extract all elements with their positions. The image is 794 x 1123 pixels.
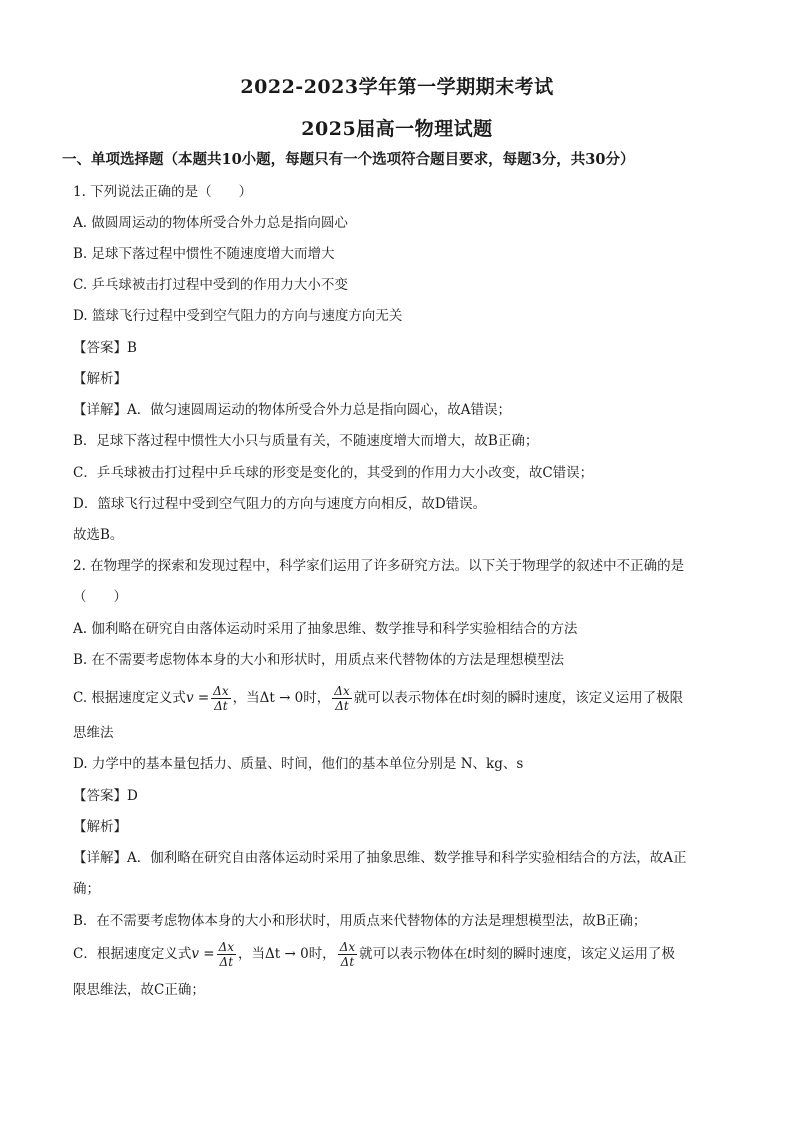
fraction-denominator: Δt [340, 955, 355, 969]
q2-option-c-mid2: 时， [303, 690, 331, 706]
q1-detail-d: D．篮球飞行过程中受到空气阻力的方向与速度方向相反，故D错误。 [73, 496, 487, 512]
section-heading: 一、单项选择题（本题共10小题，每题只有一个选项符合题目要求，每题3分，共30分） [62, 151, 635, 168]
limit-expression: Δt → 0 [259, 690, 304, 706]
q2-detail-a: 【详解】A．伽利略在研究自由落体运动时采用了抽象思维、数学推导和科学实验相结合的方法，故A正 [73, 850, 687, 866]
q1-detail-c: C．乒乓球被击打过程中乒乓球的形变是变化的，其受到的作用力大小改变，故C错误； [73, 465, 594, 481]
q2-option-c-post: 就可以表示物体在 [353, 690, 462, 706]
q1-option-d: D. 篮球飞行过程中受到空气阻力的方向与速度方向无关 [73, 308, 403, 324]
q2-detail-c-post2: 时刻的瞬时速度，该定义运用了极 [472, 946, 676, 962]
q1-option-a: A. 做圆周运动的物体所受合外力总是指向圆心 [73, 215, 348, 231]
fraction-numerator: Δx [339, 940, 356, 954]
fraction-denominator: Δt [335, 699, 349, 713]
limit-expression: Δt → 0 [265, 946, 309, 962]
q2-stem-brackets: （ ） [73, 589, 127, 605]
q2-option-c-post2: 时刻的瞬时速度，该定义运用了极限 [467, 690, 684, 706]
fraction-numerator: Δx [334, 684, 350, 698]
delta-x-over-delta-t-2 [332, 684, 351, 713]
delta-x-over-delta-t-4 [338, 940, 357, 969]
q1-answer: 【答案】B [73, 340, 137, 356]
fraction-denominator: Δt [219, 955, 234, 969]
q1-conclusion: 故选B。 [73, 527, 124, 543]
exam-subtitle: 2025届高一物理试题 [301, 118, 493, 140]
q2-analysis-label: 【解析】 [73, 819, 127, 835]
velocity-symbol: v = [191, 946, 215, 962]
delta-x-over-delta-t [211, 684, 230, 713]
q2-option-c [73, 682, 683, 714]
q1-stem: 1. 下列说法正确的是（ ） [73, 184, 253, 200]
q1-option-c: C. 乒乓球被击打过程中受到的作用力大小不变 [73, 277, 348, 293]
q2-detail-c [73, 938, 675, 970]
q2-detail-c-line2: 限思维法，故C正确； [73, 982, 205, 998]
q2-detail-c-mid: ，当 [238, 946, 266, 962]
q1-detail-b: B．足球下落过程中惯性大小只与质量有关，不随速度增大而增大，故B正确； [73, 433, 539, 449]
q2-option-a: A. 伽利略在研究自由落体运动时采用了抽象思维、数学推导和科学实验相结合的方法 [73, 621, 578, 637]
time-symbol: t [461, 690, 468, 706]
q2-option-c-mid: ，当 [232, 690, 260, 706]
fraction-numerator: Δx [218, 940, 235, 954]
time-symbol: t [467, 946, 473, 962]
q1-option-b: B. 足球下落过程中惯性不随速度增大而增大 [73, 246, 335, 262]
delta-x-over-delta-t-3 [217, 940, 236, 969]
fraction-numerator: Δx [213, 684, 229, 698]
q2-option-b: B. 在不需要考虑物体本身的大小和形状时，用质点来代替物体的方法是理想模型法 [73, 652, 565, 668]
q2-detail-a-cont: 确； [73, 881, 100, 897]
q2-option-d: D. 力学中的基本量包括力、质量、时间，他们的基本单位分别是 N、kg、s [73, 756, 524, 772]
q2-option-c-pre: C. 根据速度定义式 [73, 690, 186, 706]
q2-answer: 【答案】D [73, 788, 138, 804]
q1-analysis-label: 【解析】 [73, 371, 127, 387]
fraction-denominator: Δt [214, 699, 228, 713]
q2-detail-c-mid2: 时， [308, 946, 336, 962]
q2-detail-b: B．在不需要考虑物体本身的大小和形状时，用质点来代替物体的方法是理想模型法，故B正确； [73, 913, 647, 929]
velocity-symbol: v = [185, 690, 210, 706]
exam-title: 2022-2023学年第一学期期末考试 [240, 76, 554, 98]
q2-detail-c-post: 就可以表示物体在 [359, 946, 468, 962]
q2-detail-c-pre: C．根据速度定义式 [73, 946, 192, 962]
q2-stem: 2. 在物理学的探索和发现过程中，科学家们运用了许多研究方法。以下关于物理学的叙述中不正确的是 [73, 558, 685, 574]
q2-option-c-line2: 思维法 [73, 725, 114, 741]
q1-detail-a: 【详解】A．做匀速圆周运动的物体所受合外力总是指向圆心，故A错误； [73, 402, 511, 418]
